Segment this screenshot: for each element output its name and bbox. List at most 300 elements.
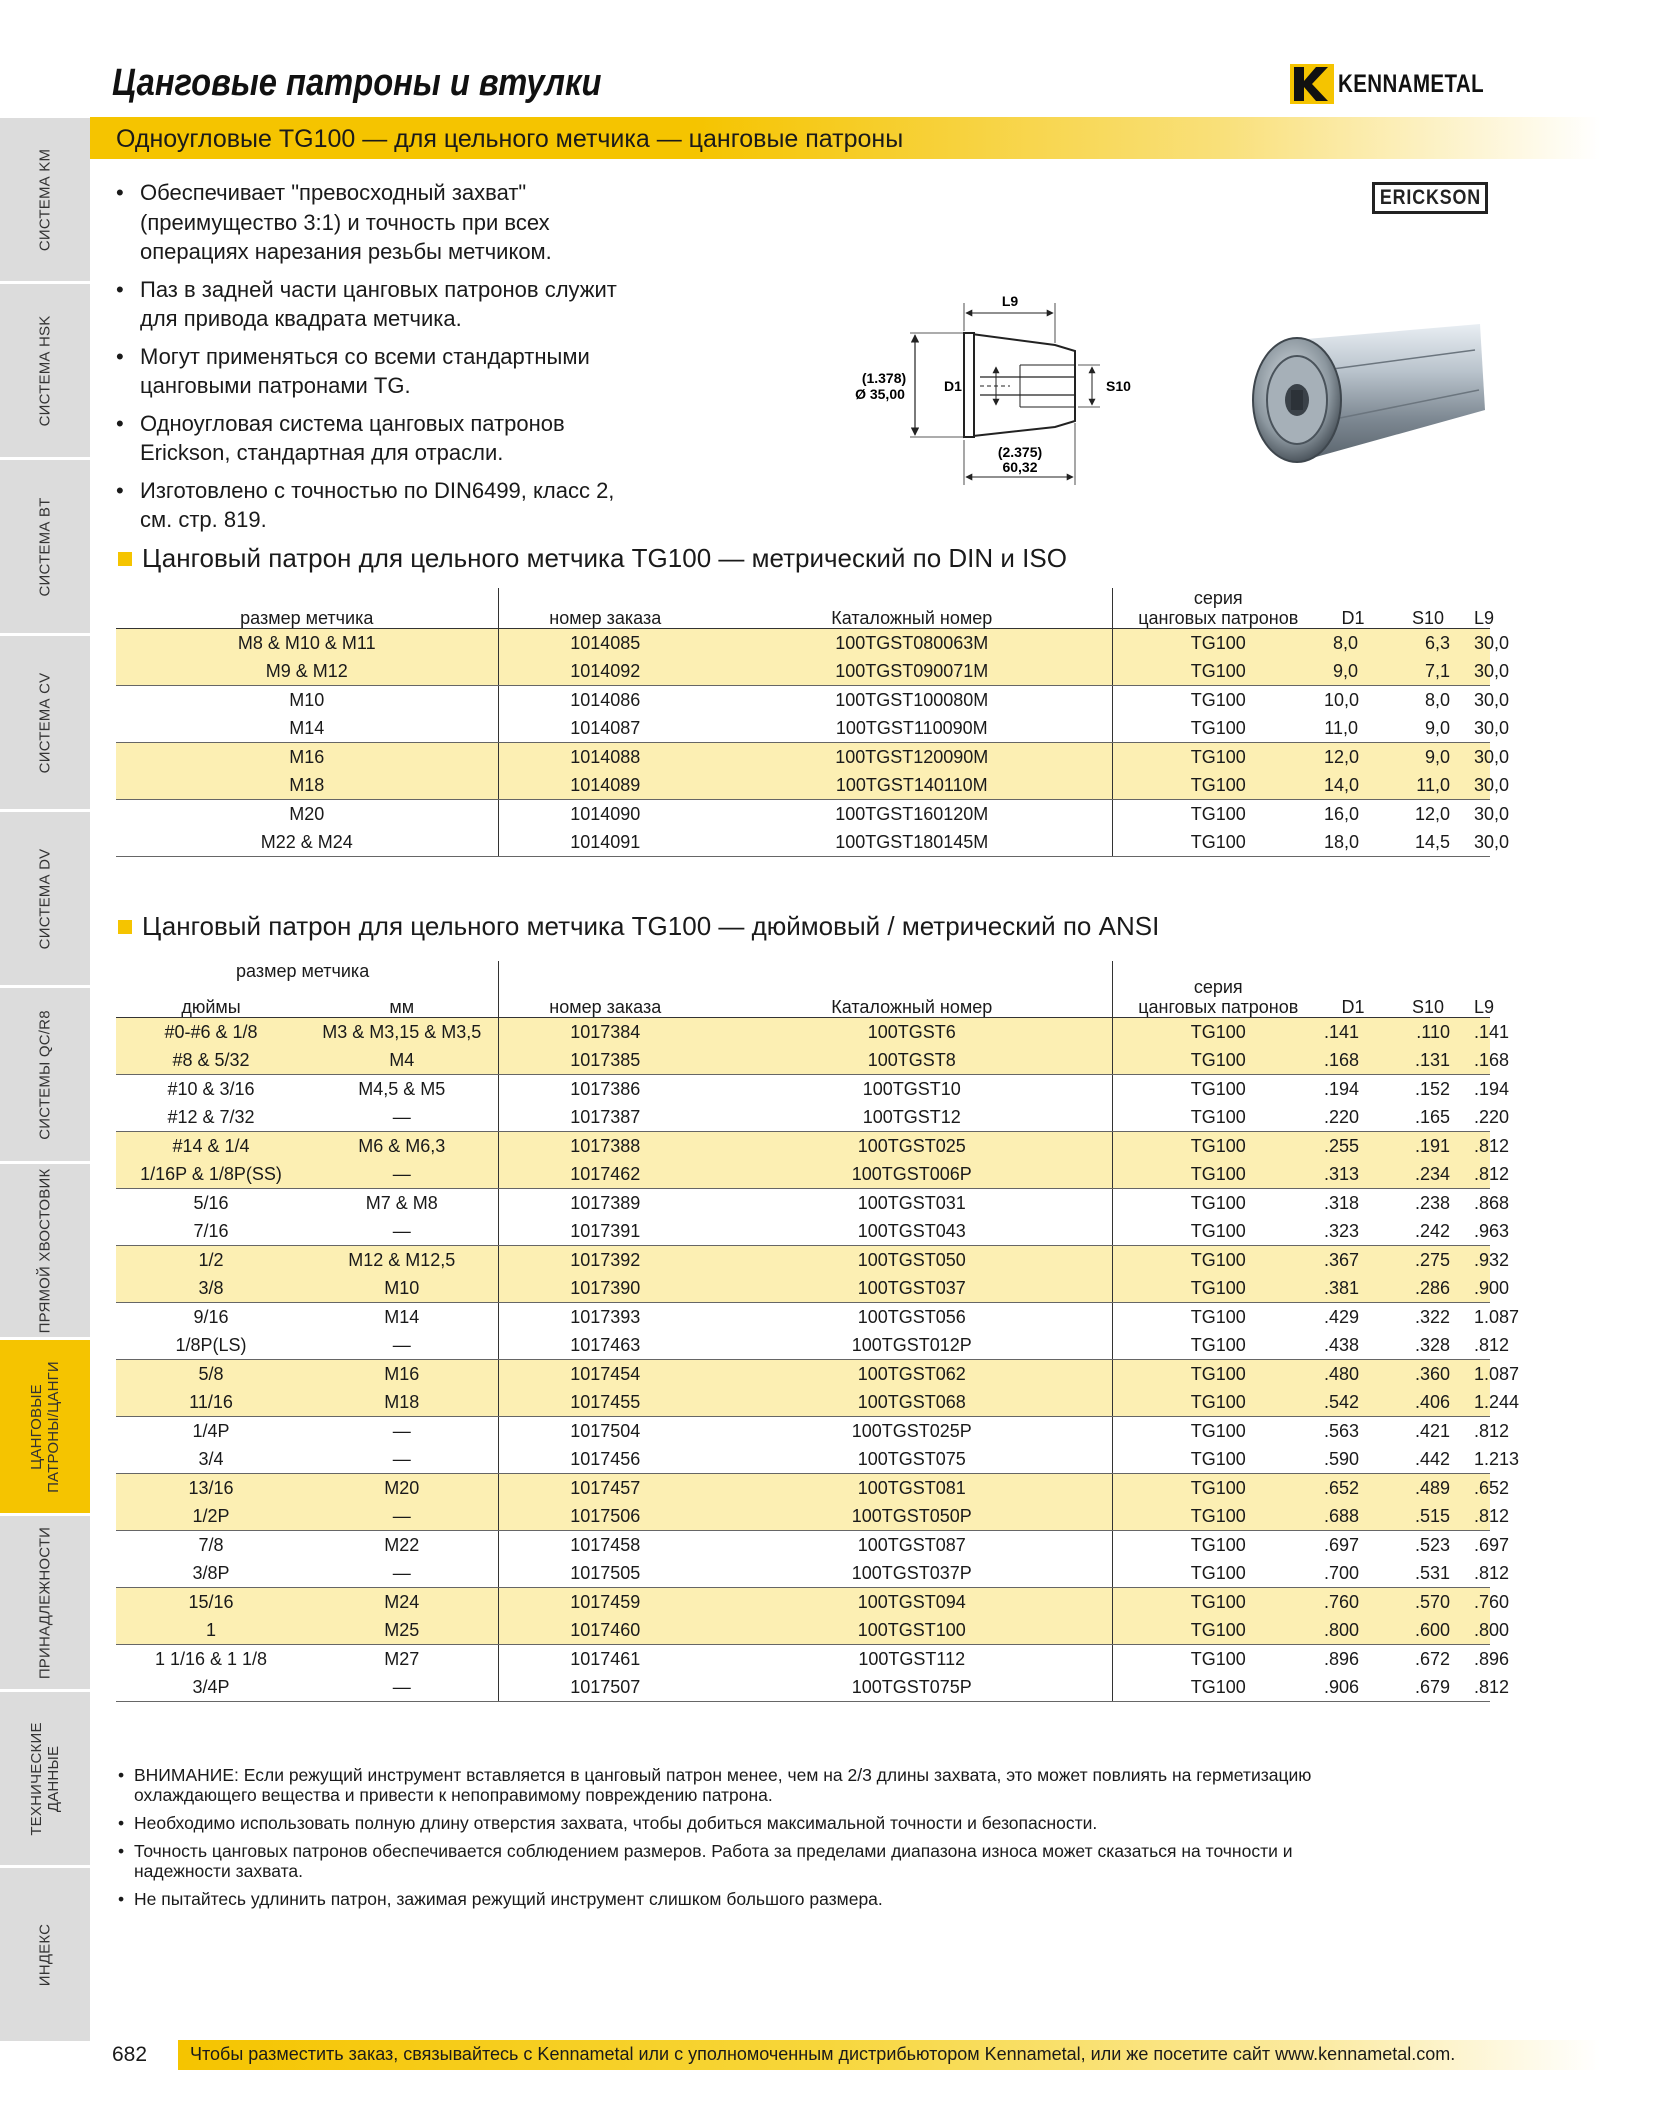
table-row <box>116 1588 1490 1617</box>
table-row <box>116 771 1490 800</box>
cell-order: 1017461 <box>498 1645 712 1674</box>
feature-item: • Обеспечивает "превосходный захват" (преимущество 3:1) и точность при всех операциях нарезания резьбы метчиком. <box>112 178 632 267</box>
cell-inch: 3/4 <box>116 1445 306 1474</box>
side-tab[interactable] <box>0 118 90 284</box>
side-tab-label: СИСТЕМА CV <box>36 672 54 773</box>
cell-d1: .220 <box>1324 1103 1382 1132</box>
table-row <box>116 657 1490 686</box>
cell-l9: .932 <box>1474 1246 1490 1275</box>
cell-inch: 1/8P(LS) <box>116 1331 306 1360</box>
cell-order: 1017387 <box>498 1103 712 1132</box>
cell-l9: 1.087 <box>1474 1307 1520 1327</box>
table-row <box>116 1018 1490 1047</box>
cell-series: TG100 <box>1112 1502 1324 1531</box>
cell-inch: 5/8 <box>116 1360 306 1389</box>
page-title: Цанговые патроны и втулки <box>112 62 602 104</box>
col-size: размер метчика <box>236 961 370 981</box>
cell-d1: .688 <box>1324 1502 1382 1531</box>
table-row <box>116 1559 1490 1588</box>
collet-product-photo <box>1235 310 1490 480</box>
col-inch: дюймы <box>116 981 306 1018</box>
cell-s10: .152 <box>1414 1079 1450 1099</box>
cell-d1: .760 <box>1324 1588 1382 1617</box>
cell-order: 1017457 <box>498 1474 712 1503</box>
cell-mm: M4 <box>306 1046 498 1075</box>
cell-l9: 1.244 <box>1474 1388 1490 1417</box>
cell-catalog: 100TGST050P <box>712 1502 1112 1531</box>
cell-d1: .590 <box>1324 1445 1382 1474</box>
cell-catalog: 100TGST012P <box>712 1331 1112 1360</box>
side-tab-label: СИСТЕМА HSK <box>36 315 54 426</box>
cell-d1: 12,0 <box>1324 743 1382 772</box>
table-row <box>116 714 1490 743</box>
cell-l9: 30,0 <box>1474 828 1490 857</box>
cell-s10: .531 <box>1382 1559 1474 1588</box>
side-tab[interactable] <box>0 812 90 988</box>
notes-list <box>118 1765 1318 1917</box>
table-row <box>116 1445 1490 1474</box>
label-d1: D1 <box>944 378 962 394</box>
cell-mm: M27 <box>384 1649 420 1669</box>
cell-series: TG100 <box>1112 1645 1324 1674</box>
cell-d1: 11,0 <box>1324 714 1382 743</box>
erickson-logo <box>1372 182 1488 214</box>
cell-s10: .672 <box>1414 1649 1450 1669</box>
cell-s10: .191 <box>1382 1132 1474 1161</box>
cell-mm: — <box>306 1103 498 1132</box>
cell-inch: #10 & 3/16 <box>167 1079 255 1099</box>
cell-d1: .141 <box>1324 1018 1382 1047</box>
cell-order: 1017393 <box>498 1303 712 1332</box>
cell-s10: .570 <box>1382 1588 1474 1617</box>
cell-s10: .275 <box>1382 1246 1474 1275</box>
cell-inch: 3/4P <box>116 1673 306 1702</box>
cell-size: M22 & M24 <box>116 828 498 857</box>
table-row <box>116 1645 1490 1674</box>
table-row <box>116 1360 1490 1389</box>
cell-series: TG100 <box>1112 1474 1324 1503</box>
table-row <box>116 1502 1490 1531</box>
cell-series: TG100 <box>1112 1531 1324 1560</box>
collet-drawing <box>840 285 1200 495</box>
side-tab[interactable] <box>0 1516 90 1692</box>
col-series-top: серия <box>1193 588 1243 608</box>
cell-d1: .429 <box>1324 1307 1360 1327</box>
cell-series: TG100 <box>1112 714 1324 743</box>
cell-catalog: 100TGST043 <box>712 1217 1112 1246</box>
label-dia-mm: Ø 35,00 <box>855 386 905 402</box>
table-row <box>116 800 1490 829</box>
side-tab-label: СИСТЕМА KM <box>36 148 54 251</box>
table-row <box>116 1075 1490 1104</box>
table-row <box>116 1531 1490 1560</box>
label-dia-inch: (1.378) <box>861 370 907 386</box>
cell-size: M10 <box>289 690 325 710</box>
cell-l9: .812 <box>1474 1673 1490 1702</box>
subtitle-bar <box>90 117 1600 159</box>
col-catalog: Каталожный номер <box>712 588 1112 629</box>
table-row <box>116 743 1490 772</box>
cell-size: M14 <box>116 714 498 743</box>
cell-catalog: 100TGST031 <box>857 1193 966 1213</box>
cell-l9: .963 <box>1474 1217 1490 1246</box>
cell-order: 1017507 <box>498 1673 712 1702</box>
cell-size: M9 & M12 <box>116 657 498 686</box>
side-tab[interactable] <box>0 1164 90 1340</box>
cell-s10: .328 <box>1382 1331 1474 1360</box>
cell-s10: 12,0 <box>1414 804 1450 824</box>
cell-inch: 13/16 <box>116 1474 306 1503</box>
cell-catalog: 100TGST081 <box>712 1474 1112 1503</box>
cell-d1: .438 <box>1324 1331 1382 1360</box>
table-row <box>116 828 1490 857</box>
cell-s10: 14,5 <box>1382 828 1474 857</box>
inch-collet-table-body <box>116 1018 1520 1702</box>
cell-order: 1017506 <box>498 1502 712 1531</box>
side-tab[interactable] <box>0 1340 90 1516</box>
cell-inch: 1 <box>116 1616 306 1645</box>
feature-item: • Одноугловая система цанговых патронов Erickson, стандартная для отрасли. <box>112 409 632 468</box>
cell-mm: M3 & M3,15 & M3,5 <box>306 1018 498 1047</box>
col-catalog: Каталожный номер <box>712 961 1112 1018</box>
cell-series: TG100 <box>1112 1445 1324 1474</box>
section1-heading <box>118 543 1067 574</box>
cell-catalog: 100TGST180145M <box>712 828 1112 857</box>
cell-order: 1017463 <box>498 1331 712 1360</box>
cell-series: TG100 <box>1112 1616 1324 1645</box>
cell-d1: .563 <box>1324 1421 1360 1441</box>
side-tab-label: СИСТЕМА DV <box>36 848 54 949</box>
side-tab-label: ИНДЕКС <box>36 1923 54 1986</box>
cell-inch: #8 & 5/32 <box>116 1046 306 1075</box>
side-tab-label: СИСТЕМА BT <box>36 497 54 596</box>
cell-mm: M25 <box>306 1616 498 1645</box>
cell-catalog: 100TGST6 <box>712 1018 1112 1047</box>
cell-series: TG100 <box>1112 1189 1324 1218</box>
cell-s10: .234 <box>1382 1160 1474 1189</box>
cell-l9: 30,0 <box>1474 743 1490 772</box>
collet-photo-illustration <box>1235 310 1490 480</box>
cell-series: TG100 <box>1112 1388 1324 1417</box>
cell-l9: .896 <box>1474 1649 1510 1669</box>
erickson-logo-text: ERICKSON <box>1379 186 1481 209</box>
col-d1: D1 <box>1324 961 1382 1018</box>
col-mm: мм <box>306 981 498 1018</box>
side-tab[interactable] <box>0 988 90 1164</box>
label-length-mm: 60,32 <box>1002 459 1038 475</box>
cell-order: 1017391 <box>498 1217 712 1246</box>
cell-d1: .906 <box>1324 1673 1382 1702</box>
cell-d1: 8,0 <box>1324 629 1382 658</box>
feature-list <box>112 178 632 543</box>
cell-catalog: 100TGST006P <box>712 1160 1112 1189</box>
side-tab-label: ПРЯМОЙ ХВОСТОВИК <box>36 1168 54 1333</box>
cell-l9: 1.213 <box>1474 1445 1490 1474</box>
cell-order: 1017455 <box>498 1388 712 1417</box>
section1-heading-text: Цанговый патрон для цельного метчика TG100 — метрический по DIN и ISO <box>142 543 1067 573</box>
cell-catalog: 100TGST12 <box>712 1103 1112 1132</box>
cell-s10: .442 <box>1382 1445 1474 1474</box>
cell-catalog: 100TGST037P <box>712 1559 1112 1588</box>
cell-d1: .480 <box>1324 1360 1382 1389</box>
cell-order: 1017454 <box>498 1360 712 1389</box>
cell-s10: .515 <box>1382 1502 1474 1531</box>
section2-heading-text: Цанговый патрон для цельного метчика TG100 — дюймовый / метрический по ANSI <box>142 911 1160 941</box>
cell-catalog: 100TGST050 <box>712 1246 1112 1275</box>
cell-order: 1017459 <box>498 1588 712 1617</box>
table-row <box>116 1417 1490 1446</box>
cell-order: 1017504 <box>498 1417 712 1446</box>
cell-mm: — <box>306 1331 498 1360</box>
col-series-bottom: цанговых патронов <box>1138 608 1299 628</box>
cell-catalog: 100TGST025P <box>851 1421 972 1441</box>
cell-catalog: 100TGST10 <box>862 1079 961 1099</box>
cell-series: TG100 <box>1112 1246 1324 1275</box>
cell-l9: .900 <box>1474 1274 1490 1303</box>
cell-d1: 9,0 <box>1324 657 1382 686</box>
col-order: номер заказа <box>498 588 712 629</box>
col-series-bottom: цанговых патронов <box>1138 997 1299 1017</box>
cell-series: TG100 <box>1112 1303 1324 1332</box>
cell-l9: 30,0 <box>1474 771 1490 800</box>
cell-mm: M12 & M12,5 <box>306 1246 498 1275</box>
cell-order: 1017384 <box>498 1018 712 1047</box>
cell-s10: .131 <box>1382 1046 1474 1075</box>
cell-order: 1017389 <box>498 1189 712 1218</box>
cell-order: 1017388 <box>498 1132 712 1161</box>
heading-marker-icon <box>118 920 132 934</box>
table-row <box>116 1160 1490 1189</box>
table-row <box>116 1046 1490 1075</box>
cell-series: TG100 <box>1112 629 1324 658</box>
cell-s10: 9,0 <box>1382 714 1474 743</box>
cell-inch: 7/8 <box>198 1535 224 1555</box>
cell-order: 1017458 <box>498 1531 712 1560</box>
cell-l9: .652 <box>1474 1474 1490 1503</box>
cell-d1: 18,0 <box>1324 828 1382 857</box>
cell-order: 1017460 <box>498 1616 712 1645</box>
cell-order: 1017385 <box>498 1046 712 1075</box>
table-row <box>116 686 1490 715</box>
cell-series: TG100 <box>1112 1132 1324 1161</box>
col-l9: L9 <box>1474 588 1490 629</box>
inch-collet-table <box>116 961 1520 1702</box>
cell-size: M16 <box>116 743 498 772</box>
side-tab-label: СИСТЕМЫ QC/R8 <box>36 1009 54 1140</box>
cell-series: TG100 <box>1112 1331 1324 1360</box>
side-tab[interactable] <box>0 636 90 812</box>
cell-order: 1014087 <box>498 714 712 743</box>
collet-dimension-diagram <box>840 285 1200 495</box>
cell-catalog: 100TGST056 <box>857 1307 966 1327</box>
cell-mm: — <box>392 1421 411 1441</box>
side-tabs-nav <box>0 118 90 1986</box>
cell-l9: .812 <box>1474 1421 1510 1441</box>
cell-s10: 7,1 <box>1382 657 1474 686</box>
cell-d1: .381 <box>1324 1274 1382 1303</box>
cell-s10: 6,3 <box>1382 629 1474 658</box>
cell-mm: M10 <box>306 1274 498 1303</box>
cell-d1: 14,0 <box>1324 771 1382 800</box>
cell-l9: 30,0 <box>1474 690 1510 710</box>
table-row <box>116 1132 1490 1161</box>
cell-mm: — <box>306 1217 498 1246</box>
table-row <box>116 1331 1490 1360</box>
cell-inch: 1/2 <box>116 1246 306 1275</box>
cell-l9: .194 <box>1474 1079 1510 1099</box>
cell-l9: .697 <box>1474 1535 1510 1555</box>
cell-mm: — <box>306 1673 498 1702</box>
cell-series: TG100 <box>1112 771 1324 800</box>
cell-mm: — <box>306 1160 498 1189</box>
table-row <box>116 1388 1490 1417</box>
cell-s10: .238 <box>1414 1193 1450 1213</box>
cell-l9: .760 <box>1474 1588 1490 1617</box>
cell-order: 1014086 <box>498 686 712 715</box>
cell-d1: .896 <box>1324 1649 1360 1669</box>
table-row <box>116 629 1490 658</box>
page-number: 682 <box>112 2043 148 2066</box>
cell-order: 1017456 <box>498 1445 712 1474</box>
table-row <box>116 1274 1490 1303</box>
cell-inch: #14 & 1/4 <box>116 1132 306 1161</box>
cell-order: 1017392 <box>498 1246 712 1275</box>
metric-collet-table-container <box>116 588 1510 857</box>
cell-series: TG100 <box>1112 1160 1324 1189</box>
cell-l9: 30,0 <box>1474 629 1490 658</box>
table-row <box>116 1303 1490 1332</box>
cell-mm: M14 <box>384 1307 420 1327</box>
cell-inch: 11/16 <box>116 1388 306 1417</box>
cell-l9: 1.087 <box>1474 1360 1490 1389</box>
cell-l9: .141 <box>1474 1018 1490 1047</box>
cell-series: TG100 <box>1112 1075 1324 1104</box>
cell-series: TG100 <box>1112 1217 1324 1246</box>
heading-marker-icon <box>118 552 132 566</box>
cell-d1: .313 <box>1324 1160 1382 1189</box>
feature-item: • Могут применяться со всеми стандартными цанговыми патронами TG. <box>112 342 632 401</box>
cell-l9: 30,0 <box>1474 804 1510 824</box>
cell-d1: 16,0 <box>1324 804 1360 824</box>
kennametal-logo <box>1290 63 1516 105</box>
cell-l9: 30,0 <box>1474 714 1490 743</box>
cell-l9: .812 <box>1474 1331 1490 1360</box>
cell-d1: .542 <box>1324 1388 1382 1417</box>
cell-series: TG100 <box>1112 657 1324 686</box>
label-length-inch: (2.375) <box>997 444 1043 460</box>
cell-catalog: 100TGST110090M <box>712 714 1112 743</box>
cell-series: TG100 <box>1112 1046 1324 1075</box>
cell-d1: 10,0 <box>1324 690 1360 710</box>
cell-series: TG100 <box>1112 1360 1324 1389</box>
col-l9: L9 <box>1474 961 1490 1018</box>
cell-catalog: 100TGST062 <box>712 1360 1112 1389</box>
table-row <box>116 1474 1490 1503</box>
cell-series: TG100 <box>1112 1417 1324 1446</box>
cell-d1: .367 <box>1324 1246 1382 1275</box>
cell-mm: M24 <box>306 1588 498 1617</box>
cell-l9: .812 <box>1474 1502 1490 1531</box>
cell-d1: .700 <box>1324 1559 1382 1588</box>
cell-inch: 1/16P & 1/8P(SS) <box>116 1160 306 1189</box>
cell-s10: .421 <box>1414 1421 1450 1441</box>
cell-catalog: 100TGST068 <box>712 1388 1112 1417</box>
side-tab[interactable] <box>0 460 90 636</box>
cell-catalog: 100TGST140110M <box>712 771 1112 800</box>
cell-d1: .318 <box>1324 1193 1360 1213</box>
cell-inch: 5/16 <box>193 1193 229 1213</box>
cell-catalog: 100TGST112 <box>858 1649 966 1669</box>
side-tab-label: ЦАНГОВЫЕ ПАТРОНЫ/ЦАНГИ <box>28 1360 62 1493</box>
cell-catalog: 100TGST075P <box>712 1673 1112 1702</box>
cell-order: 1017386 <box>498 1075 712 1104</box>
table-row <box>116 1673 1490 1702</box>
cell-series: TG100 <box>1112 1103 1324 1132</box>
cell-catalog: 100TGST094 <box>712 1588 1112 1617</box>
cell-inch: #0-#6 & 1/8 <box>116 1018 306 1047</box>
side-tab[interactable] <box>0 1868 90 2044</box>
cell-d1: .323 <box>1324 1217 1382 1246</box>
note-item: • Необходимо использовать полную длину отверстия захвата, чтобы добиться максимальной точности и безопасности. <box>118 1813 1318 1833</box>
cell-s10: .165 <box>1382 1103 1474 1132</box>
cell-inch: 15/16 <box>116 1588 306 1617</box>
cell-l9: .868 <box>1474 1193 1510 1213</box>
cell-order: 1014090 <box>498 800 712 829</box>
cell-l9: .812 <box>1474 1559 1490 1588</box>
cell-l9: .800 <box>1474 1616 1490 1645</box>
cell-s10: .489 <box>1382 1474 1474 1503</box>
cell-series: TG100 <box>1112 686 1324 715</box>
cell-s10: .406 <box>1382 1388 1474 1417</box>
cell-inch: 3/8P <box>116 1559 306 1588</box>
cell-mm: M22 <box>384 1535 420 1555</box>
col-series <box>1112 961 1324 1018</box>
note-item: • Не пытайтесь удлинить патрон, зажимая режущий инструмент слишком большого размера. <box>118 1889 1318 1909</box>
metric-collet-table <box>116 588 1510 857</box>
col-order: номер заказа <box>498 961 712 1018</box>
cell-l9: 30,0 <box>1474 657 1490 686</box>
cell-l9: .168 <box>1474 1046 1490 1075</box>
cell-catalog: 100TGST025 <box>712 1132 1112 1161</box>
table-row <box>116 1217 1490 1246</box>
cell-series: TG100 <box>1112 1274 1324 1303</box>
cell-s10: .286 <box>1382 1274 1474 1303</box>
footer-text: Чтобы разместить заказ, связывайтесь с Kennametal или с уполномоченным дистрибьютором Kennametal, или же посетите сайт www.kennametal.com. <box>190 2044 1456 2064</box>
col-size: размер метчика <box>116 588 498 629</box>
note-item: • ВНИМАНИЕ: Если режущий инструмент вставляется в цанговый патрон менее, чем на 2/3 длины захвата, это может повлиять на герметизацию охлаждающего вещества и привести к непоправимому повреждению патрона. <box>118 1765 1318 1805</box>
cell-mm: M7 & M8 <box>365 1193 438 1213</box>
cell-inch: 9/16 <box>193 1307 229 1327</box>
cell-mm: M4,5 & M5 <box>358 1079 446 1099</box>
cell-mm: M20 <box>306 1474 498 1503</box>
cell-order: 1014092 <box>498 657 712 686</box>
col-series-top: серия <box>1193 977 1243 997</box>
side-tab[interactable] <box>0 284 90 460</box>
cell-s10: .679 <box>1382 1673 1474 1702</box>
table-row <box>116 1246 1490 1275</box>
table-row <box>116 1103 1490 1132</box>
col-d1: D1 <box>1324 588 1382 629</box>
cell-order: 1014085 <box>498 629 712 658</box>
cell-s10: 11,0 <box>1382 771 1474 800</box>
cell-order: 1017505 <box>498 1559 712 1588</box>
cell-order: 1014089 <box>498 771 712 800</box>
side-tab[interactable] <box>0 1692 90 1868</box>
cell-s10: 8,0 <box>1424 690 1450 710</box>
cell-s10: .322 <box>1414 1307 1450 1327</box>
cell-size: M8 & M10 & M11 <box>116 629 498 658</box>
cell-series: TG100 <box>1112 1673 1324 1702</box>
